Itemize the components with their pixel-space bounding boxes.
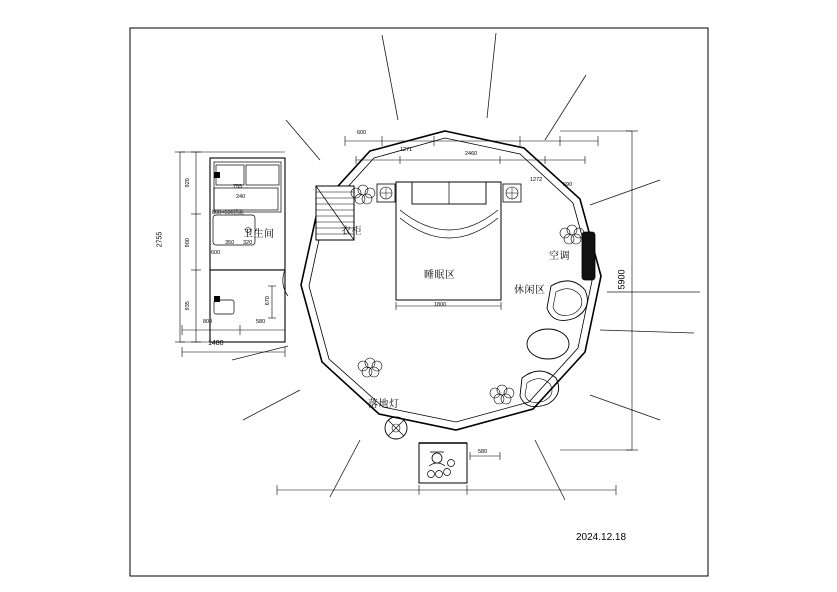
room-label-sleeping: 睡眠区 bbox=[424, 270, 456, 281]
dim-bath-width-1: 800 bbox=[203, 319, 213, 325]
note-bath-fixture: 800×600浴缸 bbox=[212, 210, 245, 216]
room-label-aircon: 空调 bbox=[549, 251, 570, 262]
dim-left-seg-1: 920 bbox=[184, 178, 191, 188]
note-mirror-2: 240 bbox=[236, 194, 246, 200]
room-label-bathroom: 卫生间 bbox=[243, 229, 275, 240]
dim-top-seg-3: 2460 bbox=[465, 151, 478, 157]
dim-door-width: 580 bbox=[478, 449, 488, 455]
room-label-leisure: 休闲区 bbox=[514, 285, 546, 296]
room-label-wardrobe: 衣柜 bbox=[341, 226, 362, 237]
drawing-date: 2024.12.18 bbox=[576, 532, 627, 543]
bed-unit bbox=[377, 182, 521, 310]
dim-bath-total-width: 1480 bbox=[208, 340, 224, 347]
dim-bed-width: 1800 bbox=[434, 302, 447, 308]
dim-bath-right-small: 670 bbox=[264, 296, 271, 306]
dim-bath-inner-2: 320 bbox=[243, 240, 253, 246]
dim-top-seg-2: 1271 bbox=[400, 147, 413, 153]
dim-left-seg-3: 935 bbox=[184, 301, 191, 311]
dim-top-seg-4: 1272 bbox=[530, 177, 543, 183]
dim-bath-inner-3: 600 bbox=[211, 250, 221, 256]
room-label-floorlamp: 落地灯 bbox=[368, 399, 400, 410]
note-mirror: 755 bbox=[233, 184, 243, 190]
aircon-unit bbox=[582, 232, 595, 280]
entry-door bbox=[419, 443, 467, 483]
bathroom-block bbox=[210, 158, 288, 342]
dim-top-seg-1: 600 bbox=[357, 130, 367, 136]
dim-overall-height: 5900 bbox=[616, 269, 627, 290]
dim-left-total: 2755 bbox=[156, 231, 164, 248]
dim-top-seg-5: 590 bbox=[563, 182, 573, 188]
dim-bath-width-2: 580 bbox=[256, 319, 266, 325]
dim-bath-inner-1: 350 bbox=[225, 240, 235, 246]
dim-left-seg-2: 900 bbox=[184, 238, 191, 248]
